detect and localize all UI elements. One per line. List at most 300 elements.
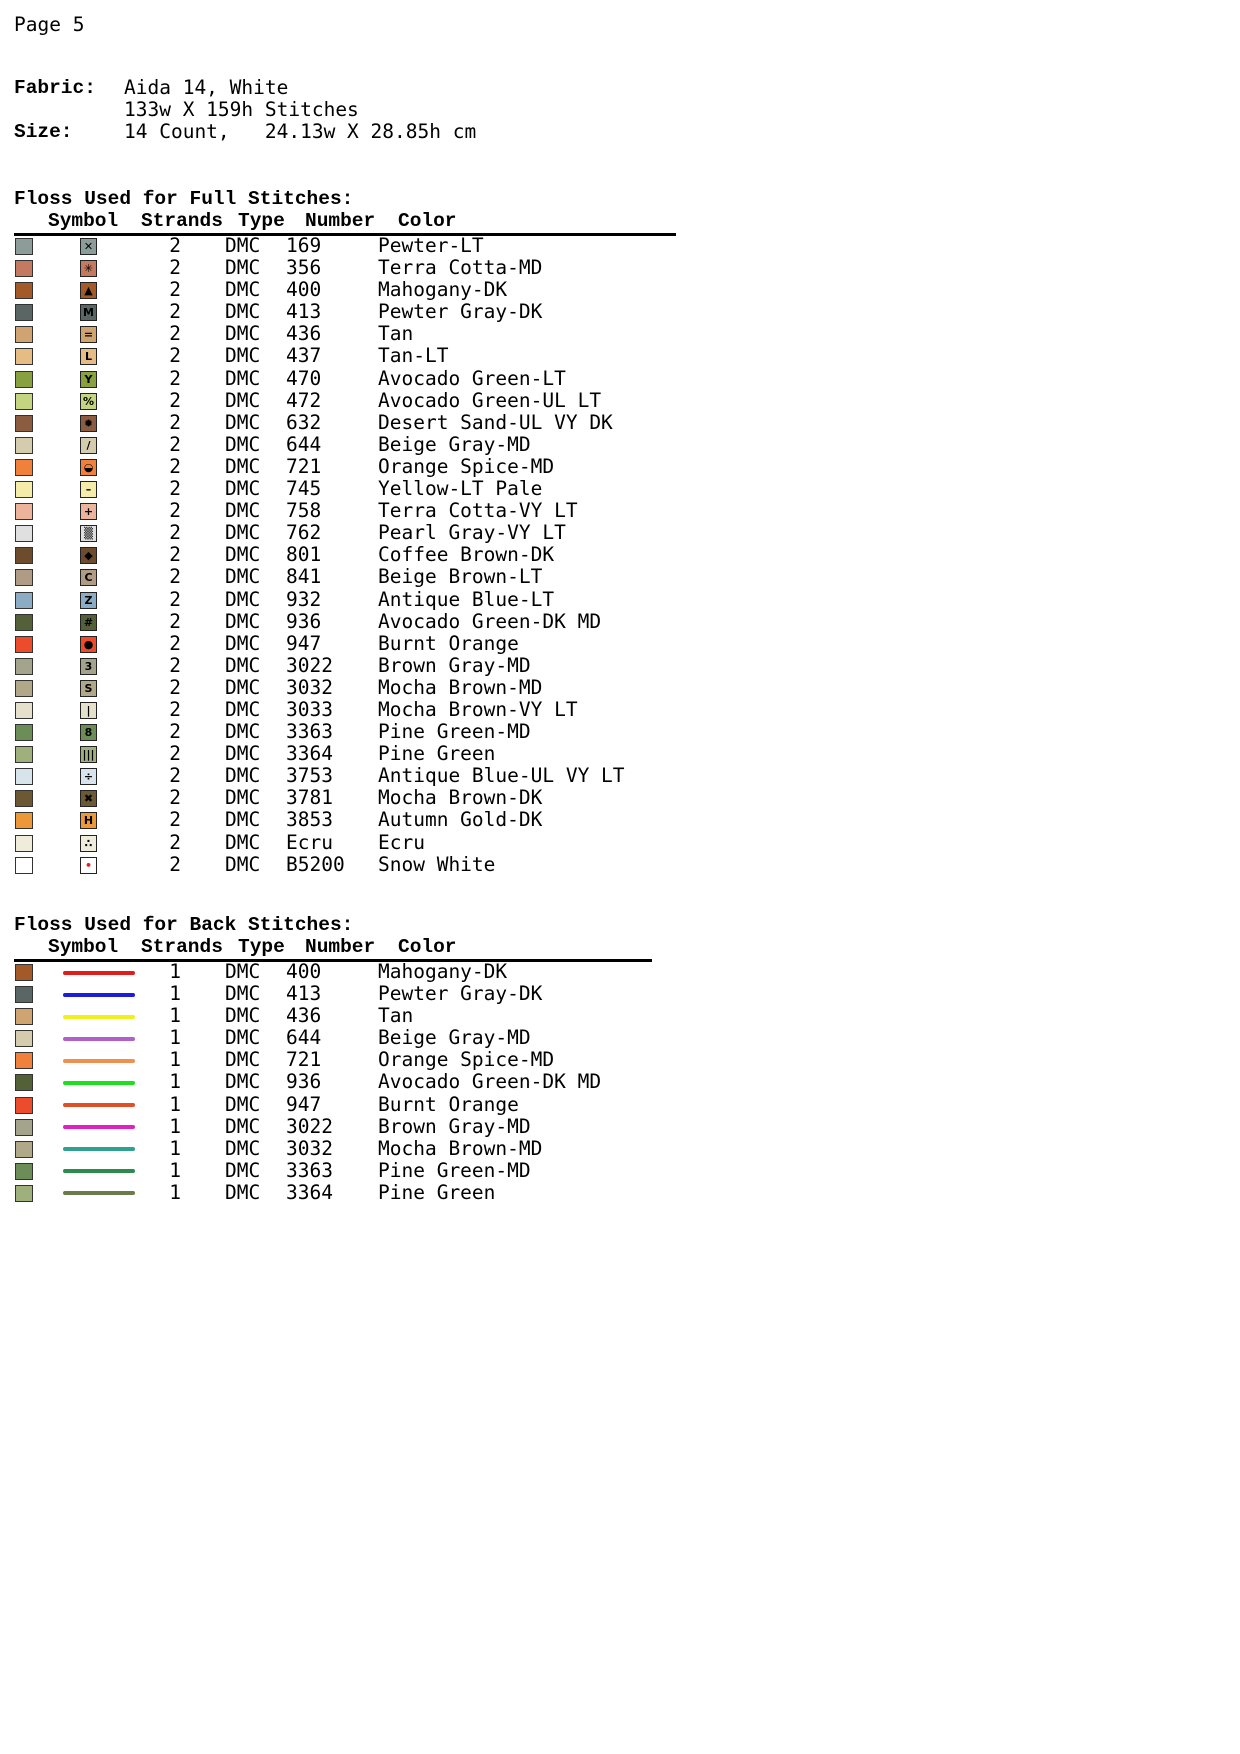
number-cell: 721 — [286, 454, 322, 478]
strands-cell: 1 — [169, 1114, 181, 1138]
type-cell: DMC — [225, 631, 261, 655]
type-cell: DMC — [225, 543, 261, 567]
page-label: Page 5 — [14, 13, 85, 36]
color-name-cell: Avocado Green-DK MD — [378, 1070, 602, 1094]
table-row — [14, 1094, 708, 1116]
number-cell: 3781 — [286, 786, 333, 810]
strands-cell: 2 — [169, 278, 181, 302]
stitch-symbol-icon: 3 — [80, 658, 97, 675]
color-name-cell: Ecru — [378, 830, 425, 854]
color-swatch — [15, 790, 33, 807]
color-name-cell: Mocha Brown-DK — [378, 786, 543, 810]
color-name-cell: Pine Green-MD — [378, 720, 531, 744]
number-cell: 644 — [286, 432, 322, 456]
number-cell: 400 — [286, 278, 322, 302]
strands-cell: 2 — [169, 521, 181, 545]
number-cell: 470 — [286, 366, 322, 390]
number-cell: 413 — [286, 982, 322, 1006]
color-name-cell: Terra Cotta-VY LT — [378, 499, 578, 523]
type-cell: DMC — [225, 1004, 261, 1028]
color-name-cell: Beige Gray-MD — [378, 432, 531, 456]
color-name-cell: Mahogany-DK — [378, 960, 508, 983]
type-cell: DMC — [225, 256, 261, 280]
number-cell: 762 — [286, 521, 322, 545]
color-name-cell: Avocado Green-DK MD — [378, 609, 602, 633]
color-swatch — [15, 1030, 33, 1047]
strands-cell: 2 — [169, 234, 181, 257]
color-swatch — [15, 1163, 33, 1180]
size-value: 14 Count, 24.13w X 28.85h cm — [124, 120, 477, 143]
color-name-cell: Orange Spice-MD — [378, 1048, 555, 1072]
table-row — [14, 345, 708, 367]
color-name-cell: Brown Gray-MD — [378, 1114, 531, 1138]
back-stitches-title: Floss Used for Back Stitches: — [14, 914, 354, 936]
strands-cell: 2 — [169, 454, 181, 478]
number-cell: 472 — [286, 388, 322, 412]
number-cell: B5200 — [286, 852, 345, 876]
table-row — [14, 279, 708, 301]
type-cell: DMC — [225, 1070, 261, 1094]
table-row — [14, 721, 708, 743]
color-swatch — [15, 724, 33, 741]
type-cell: DMC — [225, 808, 261, 832]
color-name-cell: Avocado Green-UL LT — [378, 388, 602, 412]
color-name-cell: Terra Cotta-MD — [378, 256, 543, 280]
type-cell: DMC — [225, 1158, 261, 1182]
number-cell: 632 — [286, 410, 322, 434]
number-cell: 932 — [286, 587, 322, 611]
table-row — [14, 1160, 708, 1182]
color-name-cell: Yellow-LT Pale — [378, 477, 543, 501]
number-cell: 3364 — [286, 742, 333, 766]
stitch-symbol-icon: = — [80, 326, 97, 343]
strands-cell: 2 — [169, 742, 181, 766]
table-row — [14, 611, 708, 633]
color-swatch — [15, 503, 33, 520]
back-header-number: Number — [305, 936, 376, 958]
strands-cell: 2 — [169, 720, 181, 744]
type-cell: DMC — [225, 322, 261, 346]
stitch-symbol-icon: ▒ — [80, 525, 97, 542]
strands-cell: 1 — [169, 1048, 181, 1072]
strands-cell: 2 — [169, 830, 181, 854]
strands-cell: 2 — [169, 675, 181, 699]
size-label: Size: — [14, 121, 73, 143]
color-swatch — [15, 326, 33, 343]
stitch-symbol-icon: ✕ — [80, 238, 97, 255]
color-swatch — [15, 857, 33, 874]
type-cell: DMC — [225, 300, 261, 324]
backstitch-line-icon — [63, 1169, 135, 1173]
number-cell: 841 — [286, 565, 322, 589]
color-swatch — [15, 1097, 33, 1114]
color-name-cell: Autumn Gold-DK — [378, 808, 543, 832]
stitch-symbol-icon: ◒ — [80, 459, 97, 476]
color-name-cell: Avocado Green-LT — [378, 366, 566, 390]
type-cell: DMC — [225, 1136, 261, 1160]
backstitch-line-icon — [63, 1125, 135, 1129]
strands-cell: 2 — [169, 410, 181, 434]
type-cell: DMC — [225, 388, 261, 412]
backstitch-line-icon — [63, 993, 135, 997]
backstitch-line-icon — [63, 971, 135, 975]
type-cell: DMC — [225, 1048, 261, 1072]
number-cell: 356 — [286, 256, 322, 280]
color-name-cell: Brown Gray-MD — [378, 653, 531, 677]
number-cell: 947 — [286, 1092, 322, 1116]
number-cell: 3032 — [286, 675, 333, 699]
color-swatch — [15, 614, 33, 631]
color-swatch — [15, 964, 33, 981]
full-header-number: Number — [305, 210, 376, 232]
strands-cell: 2 — [169, 808, 181, 832]
type-cell: DMC — [225, 521, 261, 545]
type-cell: DMC — [225, 432, 261, 456]
full-stitches-table — [14, 235, 708, 876]
strands-cell: 2 — [169, 852, 181, 876]
number-cell: 436 — [286, 322, 322, 346]
color-swatch — [15, 835, 33, 852]
strands-cell: 1 — [169, 1026, 181, 1050]
table-row — [14, 699, 708, 721]
back-header-strands: Strands — [141, 936, 223, 958]
type-cell: DMC — [225, 454, 261, 478]
strands-cell: 2 — [169, 786, 181, 810]
table-row — [14, 368, 708, 390]
table-row — [14, 1049, 708, 1071]
full-stitches-title: Floss Used for Full Stitches: — [14, 188, 354, 210]
table-row — [14, 544, 708, 566]
color-name-cell: Beige Gray-MD — [378, 1026, 531, 1050]
color-swatch — [15, 282, 33, 299]
stitch-symbol-icon: # — [80, 614, 97, 631]
color-name-cell: Burnt Orange — [378, 1092, 519, 1116]
stitch-symbol-icon: ✳ — [80, 260, 97, 277]
table-row — [14, 566, 708, 588]
table-row — [14, 589, 708, 611]
color-swatch — [15, 702, 33, 719]
back-stitches-table — [14, 961, 708, 1204]
fabric-stitches: 133w X 159h Stitches — [124, 98, 359, 121]
color-swatch — [15, 304, 33, 321]
color-swatch — [15, 1008, 33, 1025]
full-header-symbol: Symbol — [48, 210, 119, 232]
strands-cell: 2 — [169, 344, 181, 368]
number-cell: 801 — [286, 543, 322, 567]
strands-cell: 2 — [169, 697, 181, 721]
number-cell: 437 — [286, 344, 322, 368]
strands-cell: 2 — [169, 388, 181, 412]
stitch-symbol-icon: S — [80, 680, 97, 697]
table-row — [14, 323, 708, 345]
fabric-label: Fabric: — [14, 77, 96, 99]
number-cell: 3363 — [286, 720, 333, 744]
type-cell: DMC — [225, 366, 261, 390]
color-swatch — [15, 547, 33, 564]
full-header-strands: Strands — [141, 210, 223, 232]
table-row — [14, 961, 708, 983]
type-cell: DMC — [225, 477, 261, 501]
stitch-symbol-icon: ✹ — [80, 415, 97, 432]
table-row — [14, 456, 708, 478]
color-name-cell: Orange Spice-MD — [378, 454, 555, 478]
strands-cell: 2 — [169, 366, 181, 390]
table-row — [14, 478, 708, 500]
stitch-symbol-icon: Y — [80, 371, 97, 388]
backstitch-line-icon — [63, 1191, 135, 1195]
color-swatch — [15, 768, 33, 785]
type-cell: DMC — [225, 720, 261, 744]
number-cell: 758 — [286, 499, 322, 523]
color-name-cell: Tan — [378, 1004, 414, 1028]
stitch-symbol-icon: – — [80, 481, 97, 498]
number-cell: 3033 — [286, 697, 333, 721]
table-row — [14, 809, 708, 831]
table-row — [14, 854, 708, 876]
number-cell: 400 — [286, 960, 322, 983]
number-cell: 947 — [286, 631, 322, 655]
table-row — [14, 677, 708, 699]
table-row — [14, 832, 708, 854]
strands-cell: 2 — [169, 587, 181, 611]
number-cell: 936 — [286, 1070, 322, 1094]
stitch-symbol-icon: Z — [80, 592, 97, 609]
color-name-cell: Tan-LT — [378, 344, 449, 368]
color-swatch — [15, 636, 33, 653]
strands-cell: 1 — [169, 1158, 181, 1182]
number-cell: 3364 — [286, 1180, 333, 1204]
color-swatch — [15, 986, 33, 1003]
table-row — [14, 1027, 708, 1049]
backstitch-line-icon — [63, 1103, 135, 1107]
color-swatch — [15, 1119, 33, 1136]
type-cell: DMC — [225, 1092, 261, 1116]
stitch-symbol-icon: ▲ — [80, 282, 97, 299]
full-header-color: Color — [398, 210, 457, 232]
number-cell: 3022 — [286, 1114, 333, 1138]
table-row — [14, 655, 708, 677]
table-row — [14, 301, 708, 323]
backstitch-line-icon — [63, 1059, 135, 1063]
fabric-value: Aida 14, White — [124, 76, 289, 99]
stitch-symbol-icon: 8 — [80, 724, 97, 741]
color-name-cell: Desert Sand-UL VY DK — [378, 410, 613, 434]
type-cell: DMC — [225, 1026, 261, 1050]
strands-cell: 2 — [169, 653, 181, 677]
type-cell: DMC — [225, 742, 261, 766]
table-row — [14, 983, 708, 1005]
color-swatch — [15, 238, 33, 255]
strands-cell: 2 — [169, 256, 181, 280]
type-cell: DMC — [225, 697, 261, 721]
color-name-cell: Mahogany-DK — [378, 278, 508, 302]
color-name-cell: Mocha Brown-MD — [378, 675, 543, 699]
type-cell: DMC — [225, 982, 261, 1006]
color-name-cell: Beige Brown-LT — [378, 565, 543, 589]
color-name-cell: Burnt Orange — [378, 631, 519, 655]
table-row — [14, 1138, 708, 1160]
table-row — [14, 235, 708, 257]
stitch-symbol-icon: • — [80, 857, 97, 874]
stitch-symbol-icon: H — [80, 812, 97, 829]
number-cell: 721 — [286, 1048, 322, 1072]
strands-cell: 2 — [169, 477, 181, 501]
backstitch-line-icon — [63, 1037, 135, 1041]
stitch-symbol-icon: ∴ — [80, 835, 97, 852]
number-cell: 3032 — [286, 1136, 333, 1160]
color-name-cell: Pewter Gray-DK — [378, 300, 543, 324]
type-cell: DMC — [225, 764, 261, 788]
color-name-cell: Pewter-LT — [378, 234, 484, 257]
stitch-symbol-icon: / — [80, 437, 97, 454]
color-name-cell: Pewter Gray-DK — [378, 982, 543, 1006]
type-cell: DMC — [225, 609, 261, 633]
strands-cell: 1 — [169, 1136, 181, 1160]
color-swatch — [15, 459, 33, 476]
stitch-symbol-icon: | — [80, 702, 97, 719]
strands-cell: 2 — [169, 432, 181, 456]
strands-cell: 2 — [169, 631, 181, 655]
number-cell: Ecru — [286, 830, 333, 854]
color-swatch — [15, 658, 33, 675]
backstitch-line-icon — [63, 1147, 135, 1151]
table-row — [14, 743, 708, 765]
table-row — [14, 787, 708, 809]
color-name-cell: Tan — [378, 322, 414, 346]
type-cell: DMC — [225, 653, 261, 677]
number-cell: 745 — [286, 477, 322, 501]
type-cell: DMC — [225, 499, 261, 523]
strands-cell: 2 — [169, 322, 181, 346]
table-row — [14, 390, 708, 412]
type-cell: DMC — [225, 830, 261, 854]
color-name-cell: Mocha Brown-VY LT — [378, 697, 578, 721]
number-cell: 3022 — [286, 653, 333, 677]
type-cell: DMC — [225, 565, 261, 589]
type-cell: DMC — [225, 1114, 261, 1138]
type-cell: DMC — [225, 786, 261, 810]
color-name-cell: Antique Blue-UL VY LT — [378, 764, 625, 788]
type-cell: DMC — [225, 410, 261, 434]
table-row — [14, 1071, 708, 1093]
back-header-color: Color — [398, 936, 457, 958]
strands-cell: 2 — [169, 764, 181, 788]
number-cell: 436 — [286, 1004, 322, 1028]
color-swatch — [15, 812, 33, 829]
stitch-symbol-icon: L — [80, 348, 97, 365]
strands-cell: 2 — [169, 609, 181, 633]
stitch-symbol-icon: C — [80, 569, 97, 586]
number-cell: 644 — [286, 1026, 322, 1050]
backstitch-line-icon — [63, 1015, 135, 1019]
color-swatch — [15, 371, 33, 388]
table-row — [14, 765, 708, 787]
full-header-type: Type — [238, 210, 285, 232]
number-cell: 936 — [286, 609, 322, 633]
type-cell: DMC — [225, 278, 261, 302]
color-swatch — [15, 680, 33, 697]
stitch-symbol-icon: ÷ — [80, 768, 97, 785]
backstitch-line-icon — [63, 1081, 135, 1085]
stitch-symbol-icon: % — [80, 393, 97, 410]
number-cell: 3363 — [286, 1158, 333, 1182]
color-swatch — [15, 569, 33, 586]
color-swatch — [15, 1074, 33, 1091]
strands-cell: 1 — [169, 1180, 181, 1204]
stitch-symbol-icon: ||| — [80, 746, 97, 763]
type-cell: DMC — [225, 344, 261, 368]
color-swatch — [15, 393, 33, 410]
color-name-cell: Coffee Brown-DK — [378, 543, 555, 567]
type-cell: DMC — [225, 587, 261, 611]
table-row — [14, 1005, 708, 1027]
color-name-cell: Pearl Gray-VY LT — [378, 521, 566, 545]
color-swatch — [15, 1052, 33, 1069]
color-swatch — [15, 1141, 33, 1158]
color-name-cell: Mocha Brown-MD — [378, 1136, 543, 1160]
color-name-cell: Pine Green-MD — [378, 1158, 531, 1182]
table-row — [14, 633, 708, 655]
color-swatch — [15, 481, 33, 498]
stitch-symbol-icon: ✖ — [80, 790, 97, 807]
table-row — [14, 500, 708, 522]
number-cell: 169 — [286, 234, 322, 257]
color-swatch — [15, 415, 33, 432]
table-row — [14, 257, 708, 279]
number-cell: 3853 — [286, 808, 333, 832]
table-row — [14, 412, 708, 434]
strands-cell: 1 — [169, 1092, 181, 1116]
strands-cell: 2 — [169, 565, 181, 589]
type-cell: DMC — [225, 960, 261, 983]
strands-cell: 1 — [169, 1004, 181, 1028]
color-swatch — [15, 525, 33, 542]
strands-cell: 2 — [169, 300, 181, 324]
color-name-cell: Snow White — [378, 852, 496, 876]
type-cell: DMC — [225, 852, 261, 876]
type-cell: DMC — [225, 675, 261, 699]
color-swatch — [15, 437, 33, 454]
color-name-cell: Pine Green — [378, 1180, 496, 1204]
stitch-symbol-icon: + — [80, 503, 97, 520]
color-name-cell: Pine Green — [378, 742, 496, 766]
strands-cell: 1 — [169, 960, 181, 983]
table-row — [14, 1116, 708, 1138]
stitch-symbol-icon: ◆ — [80, 547, 97, 564]
table-row — [14, 1182, 708, 1204]
type-cell: DMC — [225, 234, 261, 257]
table-row — [14, 434, 708, 456]
number-cell: 3753 — [286, 764, 333, 788]
color-swatch — [15, 1185, 33, 1202]
stitch-symbol-icon: M — [80, 304, 97, 321]
color-swatch — [15, 592, 33, 609]
color-name-cell: Antique Blue-LT — [378, 587, 555, 611]
strands-cell: 1 — [169, 1070, 181, 1094]
type-cell: DMC — [225, 1180, 261, 1204]
strands-cell: 2 — [169, 499, 181, 523]
color-swatch — [15, 348, 33, 365]
table-row — [14, 522, 708, 544]
strands-cell: 1 — [169, 982, 181, 1006]
stitch-symbol-icon: ● — [80, 636, 97, 653]
back-header-symbol: Symbol — [48, 936, 119, 958]
color-swatch — [15, 260, 33, 277]
back-header-type: Type — [238, 936, 285, 958]
color-swatch — [15, 746, 33, 763]
strands-cell: 2 — [169, 543, 181, 567]
number-cell: 413 — [286, 300, 322, 324]
